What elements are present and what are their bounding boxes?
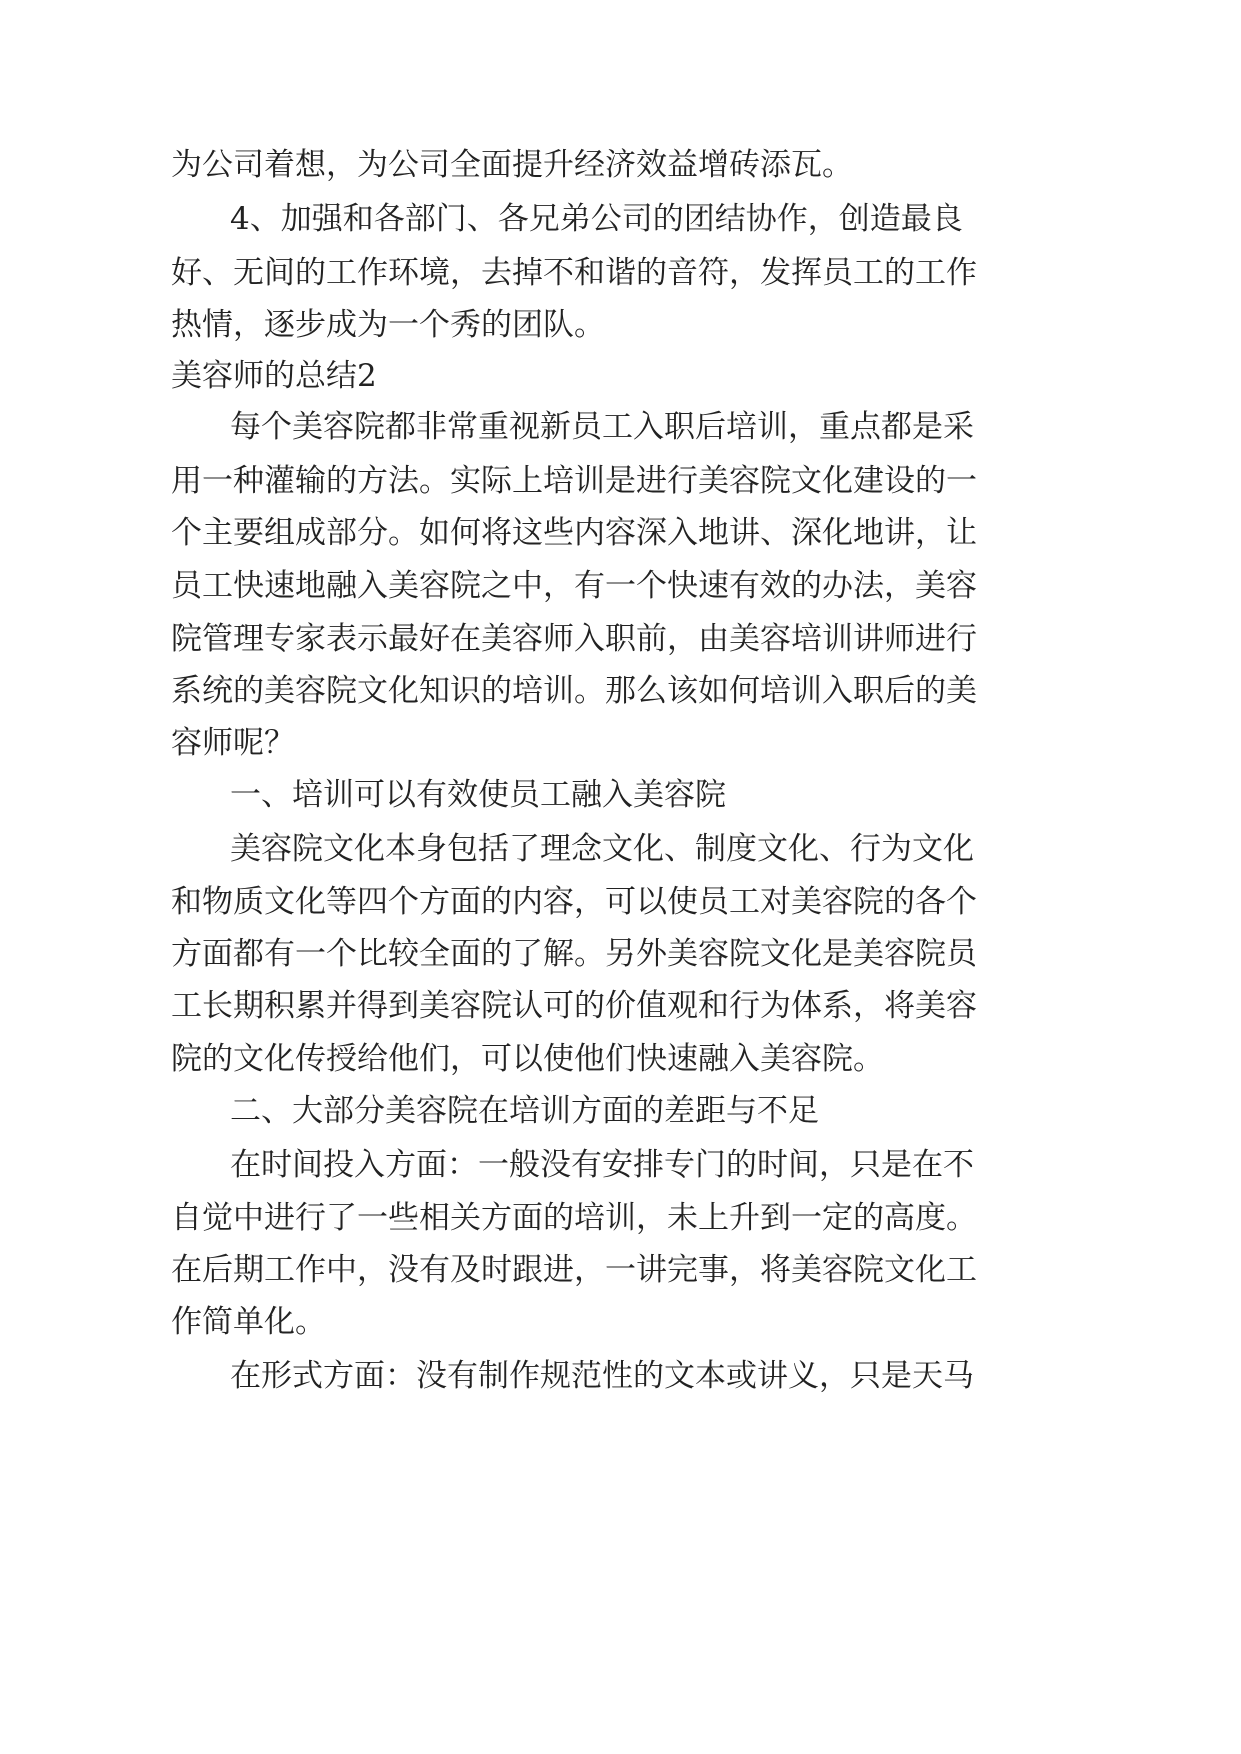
text-line: 每个美容院都非常重视新员工入职后培训，重点都是采 — [230, 409, 974, 445]
text-line: 工长期积累并得到美容院认可的价值观和行为体系，将美容 — [171, 988, 977, 1024]
text-line: 作简单化。 — [171, 1304, 326, 1340]
subheading-line: 二、大部分美容院在培训方面的差距与不足 — [230, 1093, 819, 1129]
text-line: 在后期工作中，没有及时跟进，一讲完事，将美容院文化工 — [171, 1252, 977, 1288]
text-line: 方面都有一个比较全面的了解。另外美容院文化是美容院员 — [171, 936, 977, 972]
text-line: 热情，逐步成为一个秀的团队。 — [171, 307, 605, 343]
text-line: 在时间投入方面：一般没有安排专门的时间，只是在不 — [230, 1147, 974, 1183]
text-line: 自觉中进行了一些相关方面的培训，未上升到一定的高度。 — [171, 1200, 977, 1236]
text-line: 4、加强和各部门、各兄弟公司的团结协作，创造最良 — [230, 201, 963, 237]
text-line: 系统的美容院文化知识的培训。那么该如何培训入职后的美 — [171, 673, 977, 709]
text-line: 院的文化传授给他们，可以使他们快速融入美容院。 — [171, 1041, 884, 1077]
text-line: 美容院文化本身包括了理念文化、制度文化、行为文化 — [230, 831, 974, 867]
text-line: 在形式方面：没有制作规范性的文本或讲义，只是天马 — [230, 1358, 974, 1394]
text-line: 员工快速地融入美容院之中，有一个快速有效的办法，美容 — [171, 568, 977, 604]
text-line: 用一种灌输的方法。实际上培训是进行美容院文化建设的一 — [171, 463, 977, 499]
text-line: 为公司着想，为公司全面提升经济效益增砖添瓦。 — [171, 147, 853, 183]
text-line: 和物质文化等四个方面的内容，可以使员工对美容院的各个 — [171, 884, 977, 920]
text-line: 容师呢？ — [171, 725, 295, 761]
text-line: 个主要组成部分。如何将这些内容深入地讲、深化地讲，让 — [171, 515, 977, 551]
text-line: 好、无间的工作环境，去掉不和谐的音符，发挥员工的工作 — [171, 255, 977, 291]
section-heading: 美容师的总结2 — [171, 358, 377, 394]
subheading-line: 一、培训可以有效使员工融入美容院 — [230, 777, 726, 813]
text-line: 院管理专家表示最好在美容师入职前，由美容培训讲师进行 — [171, 621, 977, 657]
